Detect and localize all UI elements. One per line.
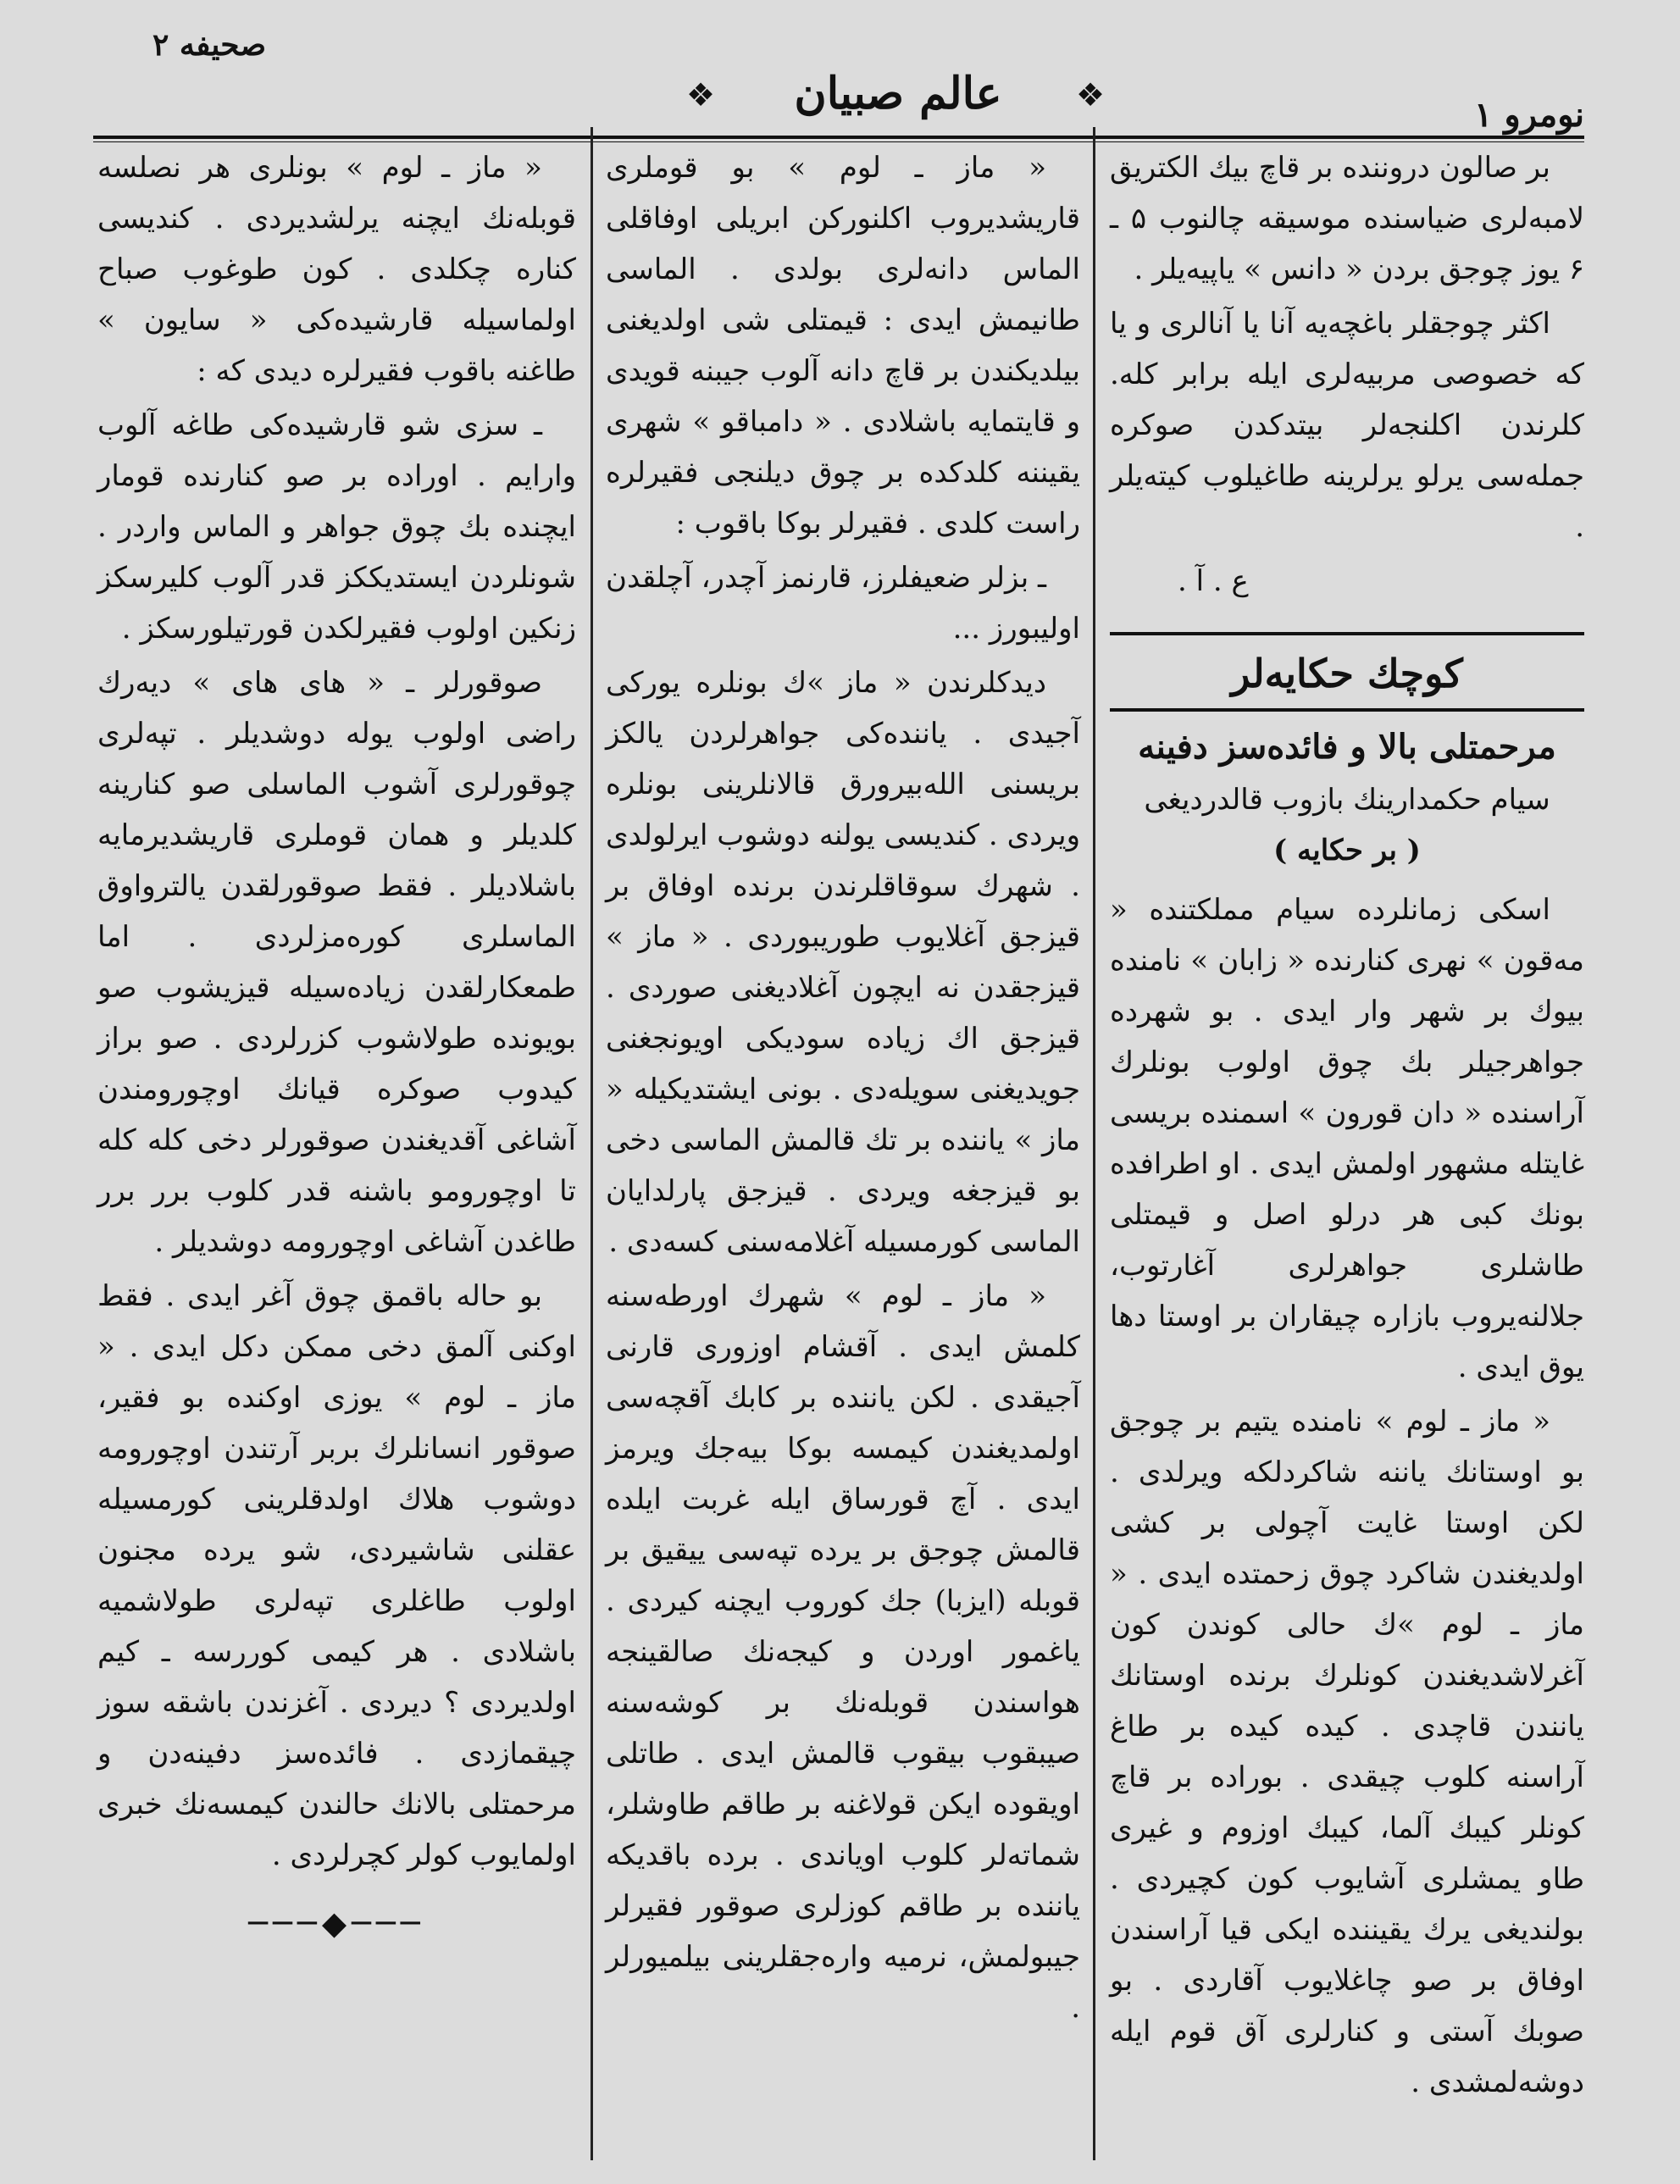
section-divider (1110, 632, 1584, 635)
column-divider (590, 127, 593, 2160)
story-title: مرحمتلی بالا و فائده‌سز دفینه (1138, 727, 1556, 767)
paragraph: « ماز ـ لوم » نامنده یتیم بر چوجق بو اوستانك یاننه شاکردلکه ویرلدی . لکن اوستا غایت آچولی بر کشی اولدیغندن شاکرد چوق زحمتده ایدی . « ماز ـ لوم »ك حالی کوندن کون آغرلاشدیغندن کونلرك برنده اوستانك یانندن قاچدی . کیده کیده بر طاغ آراسنه کلوب چیقدی . بوراده بر قاچ کونلر کیبك آلما، کیبك اوزوم و غیری طاو یمشلری آشایوب کون کچیردی . بولندیغی یرك یقیننده ایکی قیا آراسندن اوفاق بر صو چاغلایوب آقاردی . بو صوبك آستی و کنارلری آق قوم ایله دوشه‌لمشدی . (1110, 1405, 1584, 2099)
paragraph: اسکی زمانلرده سیام مملکتنده « مه‌قون » نهری کنارنده « زابان » نامنده بیوك بر شهر وار ایدی . بو شهرده جواهرجیلر بك چوق اولوب بونلرك آراسنده « دان قورون » اسمنده بریسی غایتله مشهور اولمش ایدی . او اطرافده بونك کبی هر درلو اصل و قیمتلی طاشلری جواهرلری آغارتوب، جلالنه‌یروب بازاره چیقاران بر اوستا دها یوق ایدی . (1110, 893, 1584, 1384)
column-divider (1093, 127, 1095, 2160)
paragraph: « ماز ـ لوم » بونلری هر نصلسه قوبله‌نك ایچنه یرلشدیردی . کندیسی کناره چکلدی . کون طوغوب صباح اولماسیله قارشیده‌کی « سایون » طاغنه باقوب فقیرلره دیدی که : (97, 151, 576, 388)
story-subtitle: سیام حکمدارینك بازوب قالدردیغی (1144, 783, 1550, 817)
paragraph: ـ سزی شو قارشیده‌کی طاغه آلوب وارایم . اوراده بر صو کنارنده قومار ایچنده بك چوق جواهر و الماس واردر . شونلردن ایستدیککز قدر آلوب کلیرسکز زنکین اولوب فقیرلکدن قورتیلورسکز . (97, 408, 576, 646)
issue-number: نومرو ۱ (1473, 95, 1584, 135)
left-column (97, 142, 576, 1948)
ornament-icon: ❖ (686, 76, 716, 114)
middle-column (606, 142, 1080, 2037)
paragraph: بو حاله باقمق چوق آغر ایدی . فقط اوکنی آلمق دخی ممکن دکل ایدی . « ماز ـ لوم » یوزی اوکنده بو فقیر، صوقور انسانلرك بربر آرتندن اوچورومه دوشوب هلاك اولدقلرینی کورمسیله عقلنی شاشیردی، شو یرده مجنون اولوب طاغلری تپه‌لری طولاشمیه باشلادی . هر کیمی کوررسه ـ کیم اولدیردی ؟ دیردی . آغزندن باشقه سوز چیقمازدی . فائده‌سز دفینه‌دن و مرحمتلی بالانك حالندن کیمسه‌نك خبری اولمایوب کولر کچرلردی . (97, 1279, 576, 1872)
journal-title: عالم صبیان (794, 68, 1002, 119)
signature: ع . آ . (1178, 564, 1249, 598)
paragraph: صوقورلر ـ « های های » دیه‌رك راضی اولوب یوله دوشدیلر . تپه‌لری چوقورلری آشوب الماسلی صو کنارینه کلدیلر و همان قوملری قاریشدیرمایه باشلادیلر . فقط صوقورلقدن یالترواوق الماسلری کوره‌مزلردی . اما طمعکارلقدن زیاده‌سیله قیزیشوب صو بویونده طولاشوب کزرلردی . صو براز کیدوب صوکره قیانك اوچورومندن آشاغی آقدیغندن صوقورلر دخی کله کله تا اوچورومو باشنه قدر کلوب برر برر طاغدن آشاغی اوچورومه دوشدیلر . (97, 666, 576, 1259)
paragraph: « ماز ـ لوم » شهرك اورطه‌سنه کلمش ایدی . آقشام اوزوری قارنی آجیقدی . لکن یاننده بر کابك آقچه‌سی اولمدیغندن کیمسه بوکا بیه‌جك ویرمز ایدی . آچ قورساق ایله غربت ایلده قالمش چوجق بر یرده تپه‌سی ییقیق بر قوبله (ایزبا) جك کوروب ایچنه کیردی . یاغمور اوردن و کیجه‌نك صالقینجه هواسندن قوبله‌نك بر کوشه‌سنه صیبقوب بیقوب قالمش ایدی . طاتلی اویقوده ایکن قولاغنه بر طاقم طاوشلر، شماته‌لر کلوب اویاندی . برده باقدیکه یاننده بر طاقم کوزلری صوقور فقیرلر جیبولمش، نرمیه واره‌جقلرینی بیلمیورلر . (606, 1279, 1080, 2025)
paragraph: اکثر چوجقلر باغچه‌یه آنا یا آنالری و یا که خصوصی مربیه‌لری ایله برابر کله. کلرندن اکلنجه‌لر بیتدکدن صوکره جمله‌سی یرلو یرلرینه طاغیلوب کیته‌یلر . (1110, 307, 1584, 544)
header-rule (93, 136, 1584, 142)
page-header (93, 17, 1584, 136)
section-title: کوچك حکایه‌لر (1231, 651, 1463, 696)
paragraph: بر صالون دروننده بر قاچ بیك الكتریق لامبه‌لری ضیاسنده موسیقه چالنوب ۵ ـ ۶ یوز چوجق بردن « دانس » یاپیه‌یلر . (1110, 151, 1584, 286)
paragraph: « ماز ـ لوم » بو قوملری قاریشدیروب اکلنورکن ابریلی اوفاقلی الماس دانه‌لری بولدی . الماسی طانیمش ایدی : قیمتلی شی اولدیغنی بیلدیکندن بر قاچ دانه آلوب جیبنه قویدی و قایتمایه باشلادی . « دامباقو » شهری یقیننه کلدکده بر چوق دیلنجی فقیرلره راست کلدی . فقیرلر بوکا باقوب : (606, 151, 1080, 540)
section-divider (1110, 708, 1584, 712)
ornament-icon: ❖ (1076, 76, 1106, 114)
right-column (1110, 142, 1584, 2111)
paragraph: دیدکلرندن « ماز »ك بونلره یورکی آجیدی . یاننده‌کی جواهرلردن یالکز بریسنی الله‌بیرورق قالانلرینی بونلره ویردی . کندیسی یولنه دوشوب ایرلولدی . شهرك سوقاقلرندن برنده اوفاق بر قیزجق آغلایوب طوریبوردی . « ماز » قیزجقدن نه ایچون آغلادیغنی صوردی . قیزجق اك زیاده سودیکی اویونجغنی جویدیغنی سویله‌دی . بونی ایشتدیکیله « ماز » یاننده بر تك قالمش الماسی دخی بو قیزجغه ویردی . قیزجق پارلدایان الماسی کورمسیله آغلامه‌سنی کسه‌دی . (606, 666, 1080, 1259)
story-tag: ( بر حکایه ) (1273, 834, 1421, 868)
end-ornament: ───◆─── (248, 1904, 425, 1942)
paragraph: ـ بزلر ضعیفلرز، قارنمز آچدر، آچلقدن اولیبورز ... (606, 561, 1080, 646)
page-number: صحیفه ۲ (152, 27, 267, 63)
